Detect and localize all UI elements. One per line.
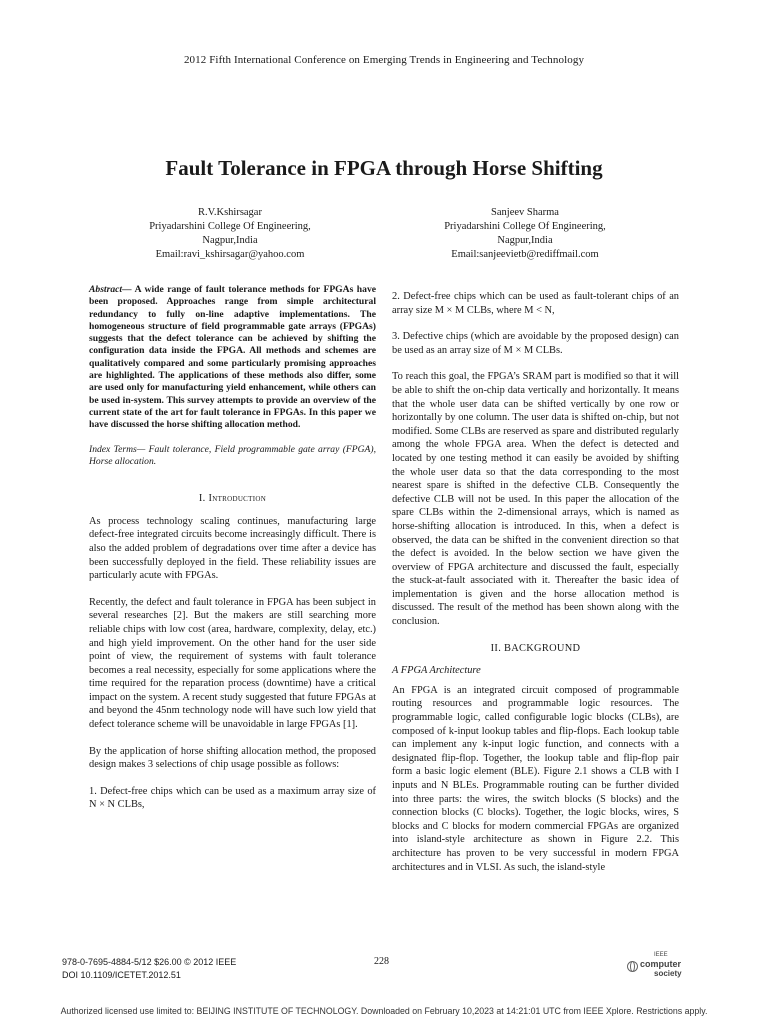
author-email: Email:sanjeevietb@rediffmail.com — [451, 249, 599, 260]
index-terms: Index Terms— Fault tolerance, Field programmable gate array (FPGA), Horse allocation. — [89, 443, 376, 467]
paper-title: Fault Tolerance in FPGA through Horse Shifting — [165, 156, 603, 180]
author-name: Sanjeev Sharma — [491, 207, 559, 218]
author-block-2 — [375, 206, 675, 262]
logo-text-computer: computer — [640, 959, 682, 969]
footer-publication-info — [62, 956, 236, 982]
paragraph: An FPGA is an integrated circuit composed of programmable routing resources and programmable logic resources. The programmable logic, called configurable logic blocks (CLBs), are composed of k-input lookup tables and flip-flops. Each lookup table can implement any k-input logic function, and connects with a designated flip-flop. Together, the lookup table and flip-flop pair form a basic logic element (BLE). Figure 2.1 shows a CLB with I inputs and N BLEs. Programmable routing can be further divided into three parts: the wires, the switch blocks (S blocks) and the connection blocks (C blocks). Together, the logic blocks, wires, S blocks and C blocks for modern commercial FPGAs are organized into island-style architecture as shown in Figure 2.2. This architecture has proven to be very successful in modern FPGA architectures and in VLSI. As such, the island-style — [392, 684, 679, 873]
right-column — [392, 290, 679, 887]
abstract — [89, 284, 376, 432]
ieee-computer-society-logo — [627, 952, 697, 979]
logo-text-ieee: IEEE — [654, 952, 668, 958]
paragraph: As process technology scaling continues, manufacturing large defect-free integrated circuits become increasingly difficult. There is also the added problem of degradations over time after a device has been successfully deployed in the field. These reliability issues are particularly acute with FPGAs. — [89, 515, 376, 582]
author-email: Email:ravi_kshirsagar@yahoo.com — [155, 249, 305, 260]
footer-isbn: 978-0-7695-4884-5/12 $26.00 © 2012 IEEE — [62, 957, 237, 967]
conference-header: 2012 Fifth International Conference on Emerging Trends in Engineering and Technology — [183, 54, 585, 66]
paragraph: 1. Defect-free chips which can be used as a maximum array size of N × N CLBs, — [89, 785, 376, 811]
license-notice: Authorized licensed use limited to: BEIJING INSTITUTE OF TECHNOLOGY. Downloaded on February 10,2023 at 14:21:01 UTC from IEEE Xplore. Restrictions apply. — [60, 1006, 708, 1016]
author-name: R.V.Kshirsagar — [198, 207, 262, 218]
abstract-text: A wide range of fault tolerance methods for FPGAs have been proposed. Approaches range from simple architectural redundancy to fully on-line adaptive implementations. The homogeneous structure of field programmable gate arrays (FPGAs) suggests that the defect tolerance can be achieved by shifting the configuration data inside the FPGA. All methods and schemes are qualitatively compared and some particularly promising approaches are highlighted. The applications of these methods also differ, some are used only for manufacturing yield enhancement, while others can be used in-system. This survey attempts to provide an overview of the current state of the art for fault tolerance in FPGAs. In this paper we have discussed the horse shifting allocation method. — [89, 284, 376, 431]
paragraph: 2. Defect-free chips which can be used as fault-tolerant chips of an array size M × M CLBs, where M < N, — [392, 291, 679, 316]
paragraph: To reach this goal, the FPGA’s SRAM part is modified so that it will be able to shift the on-chip data vertically and horizontally. It means that the whole user data can be shifted vertically by one row or horizontally by one column. The user data is shifted on-chip, but not modified. Some CLBs are reserved as spare and distributed regularly among the whole FPGA area. When the defect is detected and located by one testing method it can easily be avoided by shifting the whole user data so that the data corresponding to the most nearest spare is shifted in the defective CLB. Consequently the defective CLB will not be used. In this paper the allocation of the spare CLBs within the 2-dimensional arrays, which is named as horse-shifting allocation is introduced. In this, when a defect is observed, the data can be shifted in the convenient direction so that the defect is avoided. In the below section we have given the overview of FPGA architecture and discussed the fault, especially the stuck-at-fault associated with it. Thereafter the basic idea of implementation is given and the horse allocation method is discussed. The result of the method has been shown along with the conclusion. — [392, 371, 679, 628]
left-column — [89, 284, 376, 825]
section-heading-background: II. BACKGROUND — [490, 642, 581, 654]
paragraph: Recently, the defect and fault tolerance in FPGA has been subject in several researches [2]. But the makers are still searching more reliable chips with low cost (area, hardware, complexity, delay, etc.) and high yield improvement. On the other hand for the user side point of view, the requirement of systems with fault tolerance becomes a real necessity, especially for some applications where the time required for the reparation process (downtime) have a critical impact on the system. A recent study suggested that future FPGAs at and beyond the 45nm technology node will have such low yield that defect tolerance scheme will be unavoidable in large FPGAs [1]. — [89, 596, 376, 731]
author-block-1 — [80, 206, 380, 262]
page-number: 228 — [374, 956, 389, 967]
author-affiliation: Priyadarshini College Of Engineering, — [444, 221, 606, 232]
paragraph: By the application of horse shifting allocation method, the proposed design makes 3 selections of chip usage possible as follows: — [89, 745, 376, 771]
subsection-heading-fpga-architecture: A FPGA Architecture — [392, 665, 481, 677]
logo-text-society: society — [654, 969, 682, 978]
author-affiliation: Priyadarshini College Of Engineering, — [149, 221, 311, 232]
footer-doi: DOI 10.1109/ICETET.2012.51 — [62, 970, 181, 980]
paragraph: 3. Defective chips (which are avoidable by the proposed design) can be used as an array size of M × M CLBs. — [392, 331, 679, 356]
abstract-lead: Abstract— — [89, 284, 132, 295]
author-location: Nagpur,India — [497, 235, 553, 246]
author-location: Nagpur,India — [202, 235, 258, 246]
section-heading-introduction: I. Introduction — [198, 493, 267, 505]
globe-icon — [627, 961, 638, 972]
